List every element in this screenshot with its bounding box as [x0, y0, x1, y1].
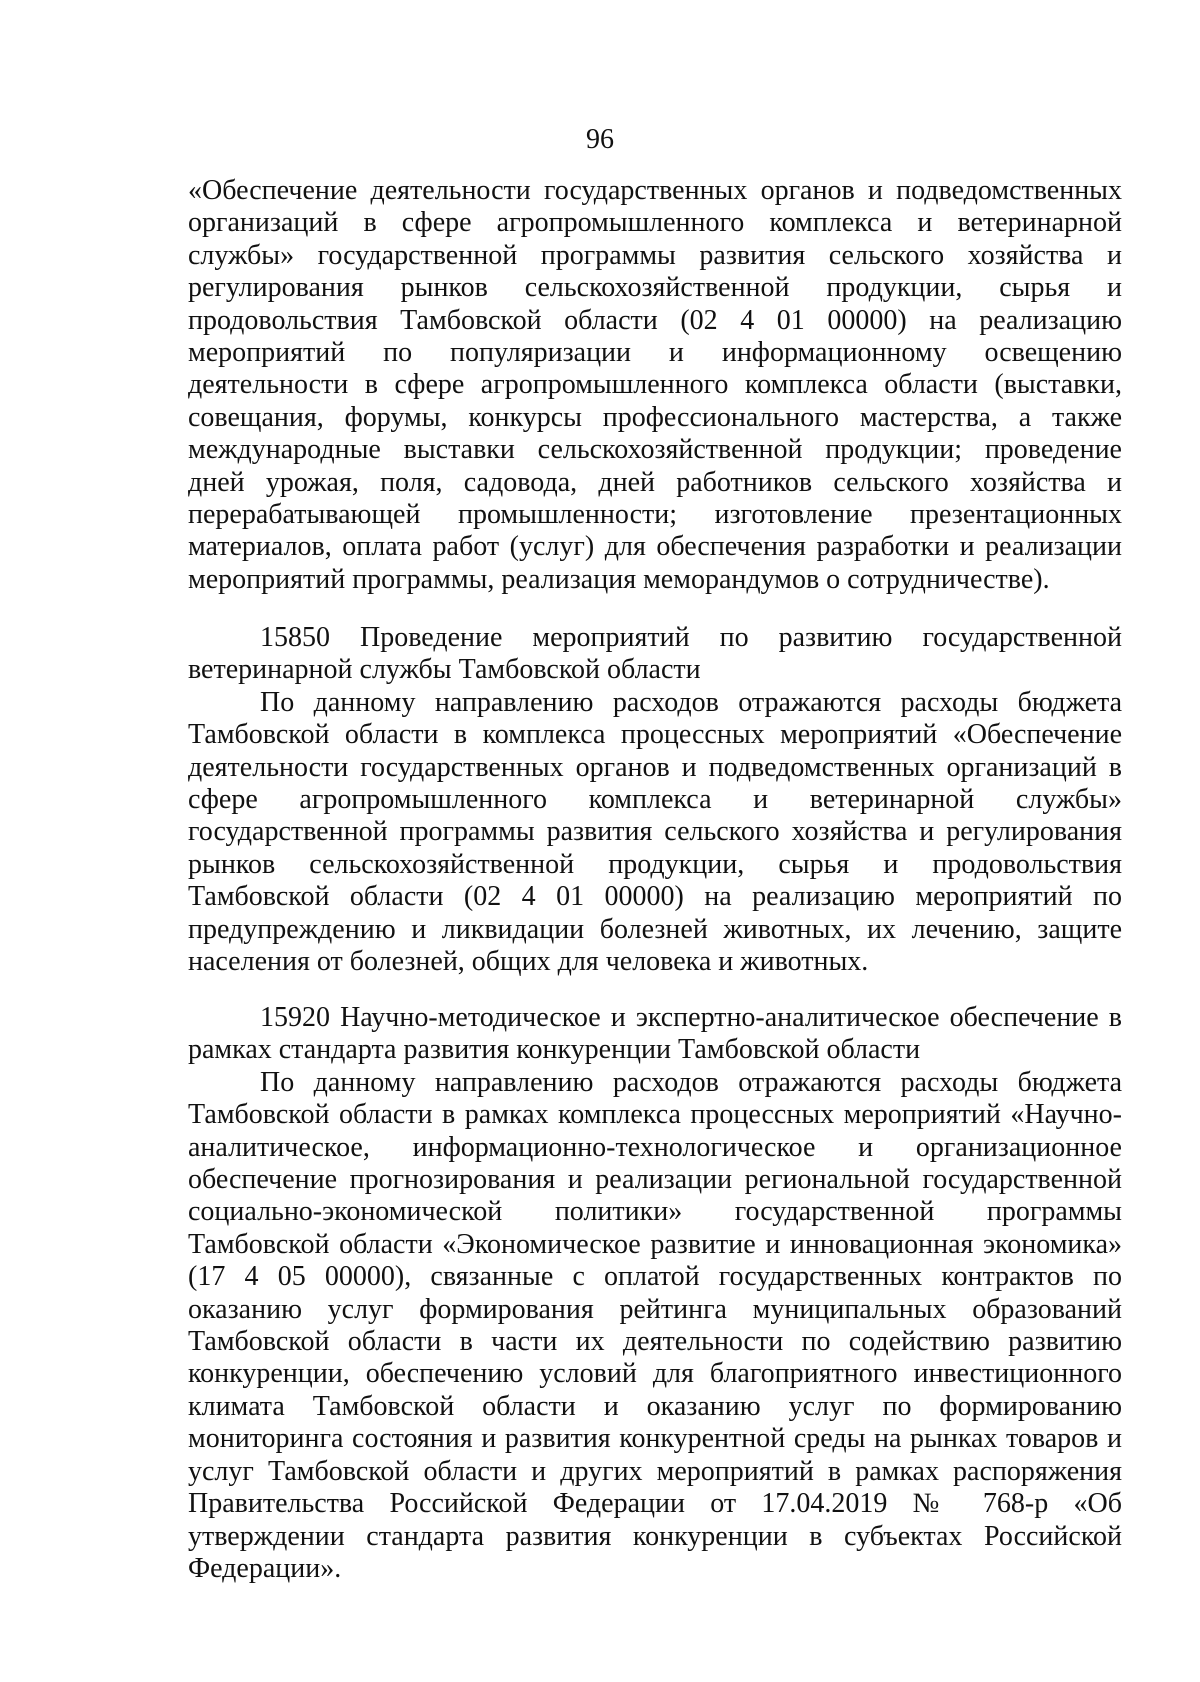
section-15920 — [188, 1002, 1122, 1585]
section-15850-paragraph: По данному направлению расходов отражаются расходы бюджета Тамбовской области в комплекса процессных мероприятий «Обеспечение деятельности государственных органов и подведомственных организаций в сфере агропромышленного комплекса и ветеринарной службы» государственной программы развития сельского хозяйства и регулирования рынков сельскохозяйственной продукции, сырья и продовольствия Тамбовской области (02 4 01 00000) на реализацию мероприятий по предупреждению и ликвидации болезней животных, их лечению, защите населения от болезней, общих для человека и животных. — [188, 686, 1122, 978]
section-1-paragraph: «Обеспечение деятельности государственных органов и подведомственных организаций в сфере агропромышленного комплекса и ветеринарной службы» государственной программы развития сельского хозяйства и регулирования рынков сельскохозяйственной продукции, сырья и продовольствия Тамбовской области (02 4 01 00000) на реализацию мероприятий по популяризации и информационному освещению деятельности в сфере агропромышленного комплекса области (выставки, совещания, форумы, конкурсы профессионального мастерства, а также международные выставки сельскохозяйственной продукции; проведение дней урожая, поля, садовода, дней работников сельского хозяйства и перерабатывающей промышленности; изготовление презентационных материалов, оплата работ (услуг) для обеспечения разработки и реализации мероприятий программы, реализация меморандумов о сотрудничестве). — [188, 175, 1122, 595]
section-15850 — [188, 622, 1122, 978]
section-15920-paragraph: По данному направлению расходов отражаются расходы бюджета Тамбовской области в рамках комплекса процессных мероприятий «Научно-аналитическое, информационно-технологическое и организационное обеспечение прогнозирования и реализации региональной государственной социально-экономической политики» государственной программы Тамбовской области «Экономическое развитие и инновационная экономика» (17 4 05 00000), связанные с оплатой государственных контрактов по оказанию услуг формирования рейтинга муниципальных образований Тамбовской области в части их деятельности по содействию развитию конкуренции, обеспечению условий для благоприятного инвестиционного климата Тамбовской области и оказанию услуг по формированию мониторинга состояния и развития конкурентной среды на рынках товаров и услуг Тамбовской области и других мероприятий в рамках распоряжения Правительства Российской Федерации от 17.04.2019 № 768-р «Об утверждении стандарта развития конкуренции в субъектах Российской Федерации». — [188, 1066, 1122, 1584]
section-heading-15920: 15920 Научно-методическое и экспертно-аналитическое обеспечение в рамках стандарта развития конкуренции Тамбовской области — [188, 1002, 1122, 1066]
section-heading-15850: 15850 Проведение мероприятий по развитию государственной ветеринарной службы Тамбовской области — [188, 622, 1122, 686]
page-number: 96 — [586, 124, 614, 155]
section-1 — [188, 175, 1122, 596]
